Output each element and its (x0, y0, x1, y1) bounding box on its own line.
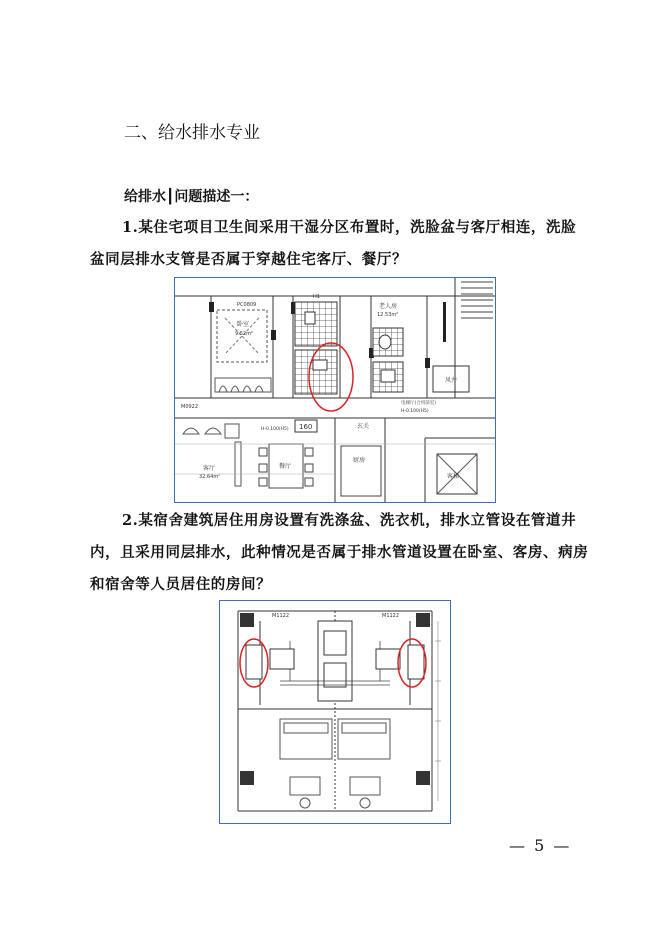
question-label: 给排水┃问题描述一： (124, 189, 259, 205)
question-2-text: 2.某宿舍建筑居住用房设置有洗涤盆、洗衣机，排水立管设在管道井内，且采用同层排水，此种情况是否属于排水管道设置在卧室、客房、病房和宿舍等人员居住的房间？ (90, 512, 589, 593)
plan-label-bedroom: 卧室 (237, 321, 250, 328)
plan-label-bedroom-area: 9.52m² (235, 331, 254, 337)
question-1-text: 1.某住宅项目卫生间采用干湿分区布置时，洗脸盆与客厅相连，洗脸盆同层排水支管是否属于穿越住宅客厅、餐厅？ (90, 219, 577, 268)
floor-plan-figure-1 (174, 277, 496, 503)
plan-label-h1: H1 (313, 294, 320, 300)
plan-label-160: 160 (299, 423, 313, 431)
plan-label-old-room: 老人房 (379, 303, 398, 310)
floor-plan-2-drawing (220, 601, 450, 823)
plan-label-foyer: 玄关 (357, 423, 370, 430)
plan-label-living-area: 32.64m² (199, 474, 221, 480)
plan-label-old-room-area: 12.53m² (377, 312, 399, 318)
plan-label-kitchen: 厨房 (353, 457, 366, 464)
plan-label-elevator-level: H-0.100(H5) (401, 409, 429, 414)
plan-label-door-m0922: M0922 (181, 404, 199, 410)
plan-label-shaft: 风井 (445, 377, 458, 384)
plan-label-elevator: 客梯 (447, 473, 460, 480)
page-number: — 5 — (509, 836, 572, 855)
floor-plan-figure-2 (219, 600, 451, 824)
plan-label-window: PC0809 (237, 302, 257, 308)
section-heading: 二、给水排水专业 (124, 123, 260, 143)
plan-label-dining: 餐厅 (279, 463, 292, 470)
plan2-label-door-left: M1122 (272, 613, 290, 619)
plan-label-level: H-0.100(H5) (261, 427, 289, 432)
plan-label-elevator-hall: 电梯厅(合用前室) (401, 401, 437, 406)
plan-label-living: 客厅 (203, 465, 216, 472)
plan2-label-door-right: M1122 (382, 613, 400, 619)
floor-plan-1-drawing (175, 278, 495, 502)
